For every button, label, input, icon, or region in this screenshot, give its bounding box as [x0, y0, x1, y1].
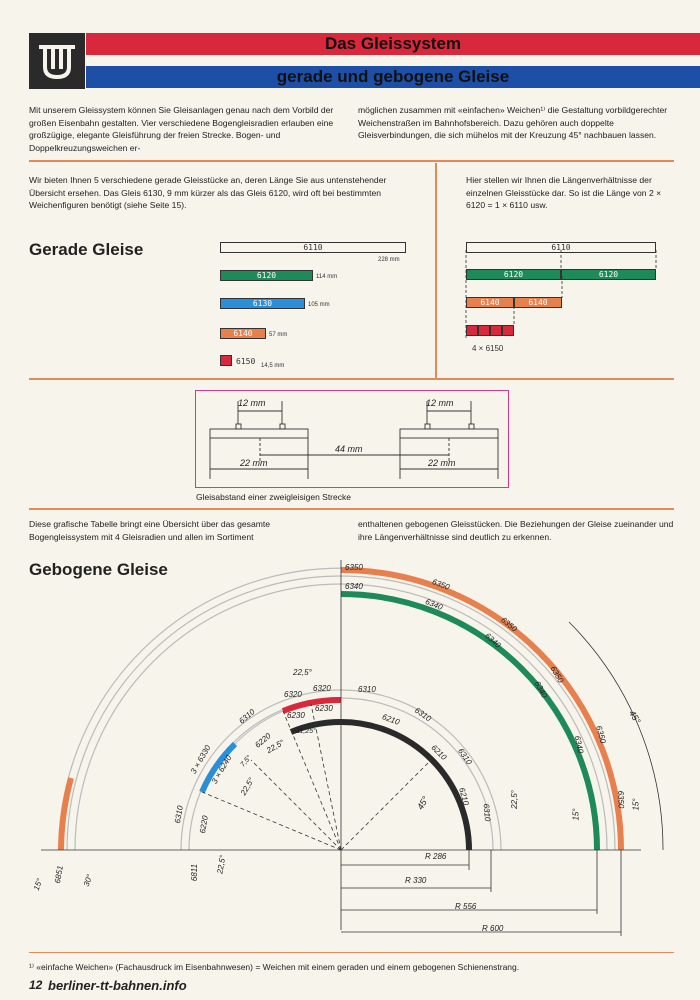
label-6350-1: 6350	[345, 563, 363, 572]
track-6150	[220, 355, 232, 366]
angle-22-5-right: 22,5°	[509, 790, 519, 809]
curved-track-diagram	[0, 560, 700, 950]
label-6220-2: 6220	[197, 814, 210, 835]
dim-top-left: 12 mm	[238, 398, 266, 408]
label-6350-2: 6350	[430, 577, 451, 592]
angle-15-far: 15°	[631, 798, 641, 811]
divider-vertical	[435, 163, 437, 379]
label-6851: 6851	[52, 864, 65, 885]
label-6230-1: 6230	[287, 711, 305, 720]
label-6230-2: 6230	[315, 704, 333, 713]
label-6210-2: 6210	[429, 743, 449, 762]
angle-45-outer: 45°	[627, 708, 643, 726]
label-6310-3: 6310	[456, 746, 474, 767]
watermark: berliner-tt-bahnen.info	[48, 978, 187, 993]
label-6350-6: 6350	[616, 790, 626, 809]
curved-intro-right: enthaltenen gebogenen Gleisstücken. Die Beziehungen der Gleise zueinander und ihre Längenverhältnisse sind deutlich zu erkennen.	[358, 519, 674, 542]
label-6340-2: 6340	[423, 596, 444, 613]
angle-22-5-mid: 22,5°	[265, 737, 286, 756]
len-6120: 114 mm	[316, 274, 338, 280]
divider	[29, 508, 674, 510]
divider	[29, 160, 674, 162]
label-6310-1: 6310	[358, 685, 376, 694]
ratio-6140-b: 6140	[514, 297, 562, 308]
code-6150: 6150	[236, 357, 256, 366]
label-6340-4: 6340	[532, 679, 550, 700]
footnote: ¹⁾ «einfache Weichen» (Fachausdruck im Eisenbahnwesen) = Weichen mit einem geraden und einem gebogenen Schienenstrang.	[29, 962, 520, 972]
divider	[29, 378, 674, 380]
ratio-6110: 6110	[466, 242, 656, 253]
label-3x6330: 3 × 6330	[188, 743, 213, 776]
track-6140: 6140	[220, 328, 266, 339]
dim-bottom-right: 22 mm	[428, 458, 456, 468]
angle-22-5-left: 22,5°	[215, 854, 228, 875]
radius-600: R 600	[482, 924, 504, 933]
dim-top-right: 12 mm	[426, 398, 454, 408]
label-6320-1: 6320	[284, 690, 302, 699]
label-3x6240: 3 × 6240	[209, 753, 234, 786]
page-title: Das Gleissystem	[324, 34, 462, 53]
angle-11-25: 11,25°	[296, 728, 316, 735]
label-6310-left1: 6310	[237, 707, 257, 726]
label-6220-1: 6220	[253, 731, 273, 750]
tt-logo	[29, 33, 85, 89]
label-6210-3: 6210	[457, 786, 471, 807]
len-6130: 105 mm	[308, 302, 330, 308]
label-6350-3: 6350	[499, 615, 519, 634]
label-6340-3: 6340	[483, 631, 503, 650]
label-6310-2: 6310	[413, 705, 433, 724]
label-6340-5: 6340	[572, 734, 586, 755]
curved-heading: Gebogene Gleise	[29, 560, 168, 579]
label-6310-left2: 6310	[172, 804, 185, 825]
angle-7-5: 7,5°	[239, 754, 253, 769]
ratio-guides	[460, 250, 670, 340]
angle-45-inner: 45°	[415, 794, 431, 812]
label-6340-1: 6340	[345, 582, 363, 591]
angle-15-right: 15°	[571, 808, 581, 821]
tt-logo-icon	[29, 33, 85, 89]
track-6110: 6110	[220, 242, 406, 253]
intro-left: Mit unserem Gleissystem können Sie Gleisanlagen genau nach dem Vorbild der großen Eisenbahn gestalten. Vier verschiedene Bogengleisradien erlauben eine großzügige, elegante Gleisführung der freien Strecke. Bogen- und Doppelkreuzungsweichen er-	[29, 105, 334, 153]
page-subtitle: gerade und gebogene Gleise	[276, 67, 510, 86]
angle-22-5-top: 22,5°	[293, 668, 312, 677]
ratio-6150-label: 4 × 6150	[472, 344, 504, 353]
page-number: 12	[29, 978, 43, 992]
header-white-band	[86, 55, 700, 66]
curved-intro-left: Diese grafische Tabelle bringt eine Übersicht über das gesamte Bogengleissystem mit 4 Gleisradien und allen im Sortiment	[29, 519, 271, 542]
label-6811: 6811	[190, 863, 200, 882]
ratio-6120-a: 6120	[466, 269, 561, 280]
footer-divider	[29, 952, 674, 953]
ratio-6120-b: 6120	[561, 269, 656, 280]
label-6350-5: 6350	[594, 724, 608, 745]
dim-bottom-left: 22 mm	[240, 458, 268, 468]
len-6150: 14,5 mm	[261, 363, 285, 369]
track-6120: 6120	[220, 270, 313, 281]
label-6210-1: 6210	[380, 712, 401, 727]
angle-22-5-low: 22,5°	[238, 776, 256, 797]
label-6310-4: 6310	[481, 803, 493, 822]
radius-556: R 556	[455, 902, 477, 911]
angle-30-left: 30°	[81, 873, 95, 888]
spacing-caption: Gleisabstand einer zweigleisigen Strecke	[196, 492, 351, 502]
len-6140: 57 mm	[269, 332, 288, 338]
straight-heading: Gerade Gleise	[29, 240, 144, 259]
radius-330: R 330	[405, 876, 427, 885]
intro-right: möglichen zusammen mit «einfachen» Weichen¹⁾ die Gestaltung vorbildgerechter Weichenstraßen im Bahnhofsbereich. Dazu gehören auch doppelte Gleisverbindungen, die sich mühelos mit der Kreuzung 45° nachbauen lassen.	[358, 105, 668, 141]
len-6110: 228 mm	[378, 257, 400, 263]
angle-15-left: 15°	[31, 877, 45, 892]
label-6350-4: 6350	[548, 664, 566, 685]
ratio-6140-a: 6140	[466, 297, 514, 308]
straight-intro-left: Wir bieten Ihnen 5 verschiedene gerade Gleisstücke an, deren Länge Sie aus untenstehender Übersicht ersehen. Das Gleis 6130, 9 mm kürzer als das Gleis 6120, wird oft bei bestimmten Weichenfiguren benötigt (siehe Seite 15).	[29, 175, 387, 211]
straight-intro-right: Hier stellen wir Ihnen die Längenverhältnisse der einzelnen Gleisstücke dar. So ist die Länge von 2 × 6120 = 1 × 6110 usw.	[466, 175, 662, 211]
track-6130: 6130	[220, 298, 305, 309]
dim-center: 44 mm	[335, 444, 363, 454]
radius-286: R 286	[425, 852, 447, 861]
label-6320-2: 6320	[313, 684, 331, 693]
